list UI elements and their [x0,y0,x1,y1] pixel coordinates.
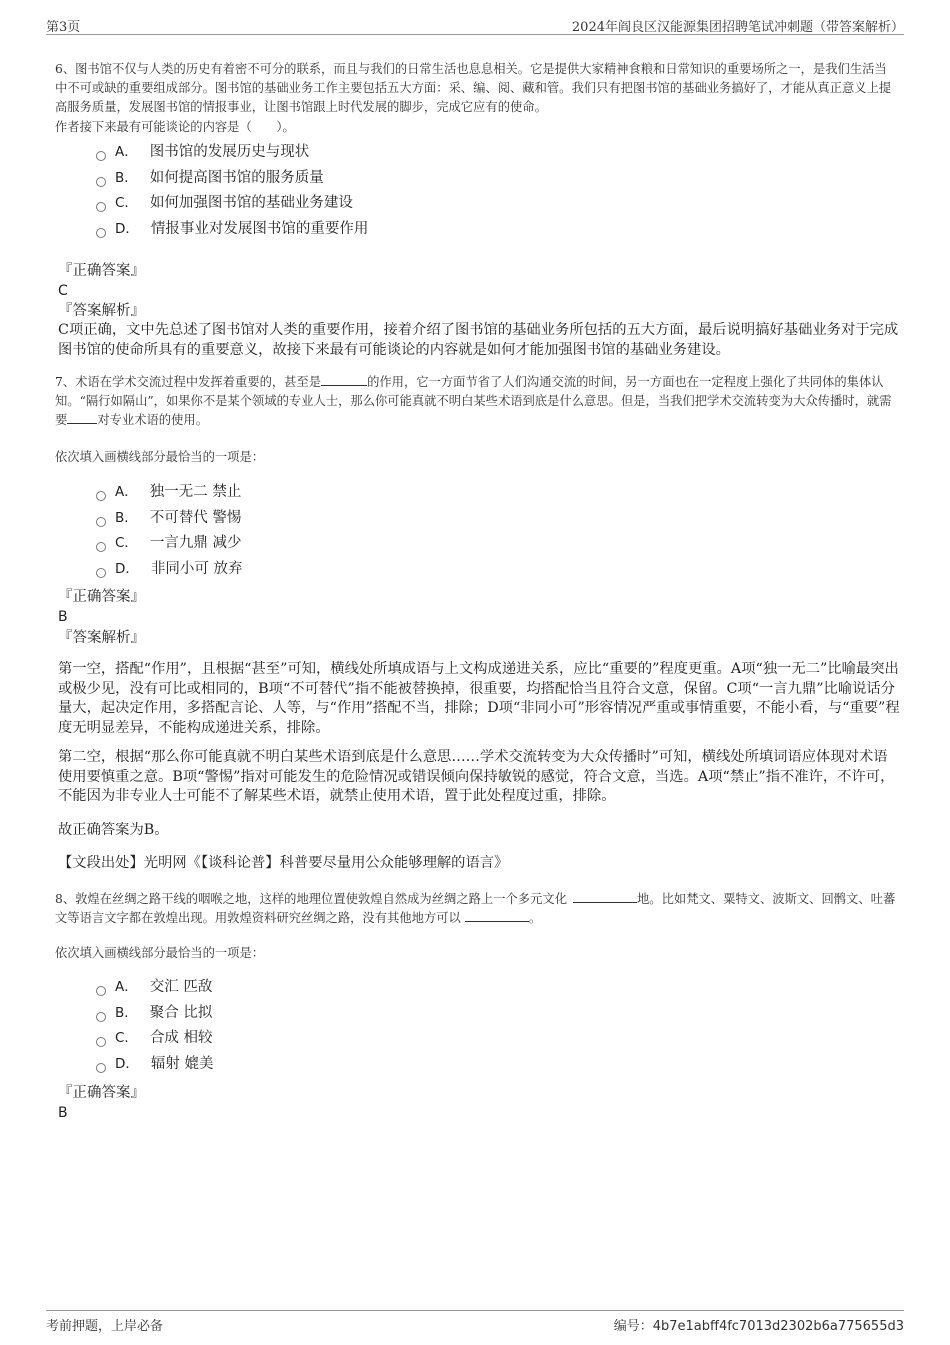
analysis-label: 『答案解析』 [58,303,145,319]
answer-value: B [58,609,68,625]
document-title: 2024年阎良区汉能源集团招聘笔试冲刺题（带答案解析） [571,20,904,35]
option-c[interactable] [96,1026,596,1052]
option-letter: C． [115,195,138,211]
option-letter: C． [115,1030,138,1046]
option-letter: B． [115,169,138,186]
option-letter: B． [115,509,138,526]
answer-q7 [58,587,900,874]
option-letter: B． [115,1004,138,1021]
question-prompt: 依次填入画横线部分最恰当的一项是： [55,946,265,960]
answer-q6 [58,261,900,360]
radio-icon[interactable] [96,542,106,552]
option-text: 图书馆的发展历史与现状 [149,144,310,160]
question-6 [55,60,897,135]
option-b[interactable] [96,166,596,192]
option-a[interactable] [96,480,596,506]
fill-blank [67,411,97,424]
option-c[interactable] [96,531,596,557]
radio-icon[interactable] [96,986,106,996]
option-text: 如何提高图书馆的服务质量 [149,169,324,186]
option-b[interactable] [96,1001,596,1027]
source-citation: 【文段出处】光明网《【谈科论普】科普要尽量用公众能够理解的语言》 [58,855,509,871]
page-header [46,14,904,35]
radio-icon[interactable] [96,177,106,187]
footer-slogan: 考前押题，上岸必备 [46,1319,164,1334]
option-letter: D． [115,1055,139,1072]
option-text: 一言九鼎 减少 [149,535,242,551]
analysis-paragraph: 第一空，搭配“作用”，且根据“甚至”可知，横线处所填成语与上文构成递进关系，应比“重要的”程度更重。A项“独一无二”比喻最突出或极少见，没有可比或相同的，B项“不可替代”指不能被替换掉，很重要，均搭配恰当且符合文意，保留。C项“一言九鼎”比喻说话分量大，起决定作用，多搭配言论、人等，与“作用”搭配不当，排除；D项“非同小可”形容情况严重或事情重要，不能小看，与“重要”程度无明显差异，不能构成递进关系，排除。 [58,661,900,736]
analysis-conclusion: 故正确答案为B。 [58,821,169,838]
fill-blank [573,890,637,903]
question-stem: 7、术语在学术交流过程中发挥着重要的，甚至是 的作用，它一方面节省了人们沟通交流的时间，另一方面也在一定程度上强化了共同体的集体认知。“隔行如隔山”，如果你不是某个领域的专业人士，那么你可能真就不明白某些术语到底是什么意思。但是，当我们把学术交流转变为大众传播时，就需要 对专业术语的使用。 [55,375,892,427]
radio-icon[interactable] [96,228,106,238]
answer-q8 [58,1083,900,1123]
question-8 [55,890,897,961]
analysis-text: C项正确，文中先总述了图书馆对人类的重要作用，接着介绍了图书馆的基础业务所包括的五大方面，最后说明搞好基础业务对于完成图书馆的使命所具有的重要意义，故接下来最有可能谈论的内容就是如何才能加强图书馆的基础业务建设。 [58,322,899,358]
document-code-value: 4b7e1abff4fc7013d2302b6a775655d3 [652,1319,904,1334]
option-a[interactable] [96,975,596,1001]
option-c[interactable] [96,191,596,217]
options-q7 [96,480,596,582]
option-letter: D． [115,560,139,577]
option-text: 不可替代 警惕 [149,509,242,526]
option-text: 非同小可 放弃 [150,560,243,577]
document-code: 编号：4b7e1abff4fc7013d2302b6a775655d3 [613,1319,904,1334]
option-text: 合成 相较 [149,1030,213,1046]
question-7 [55,373,897,465]
answer-value: B [58,1105,68,1121]
analysis-label: 『答案解析』 [58,630,145,646]
option-letter: A． [115,144,138,160]
radio-icon[interactable] [96,517,106,527]
page-footer [46,1310,904,1334]
question-stem: 6、图书馆不仅与人类的历史有着密不可分的联系，而且与我们的日常生活也息息相关。它是提供大家精神食粮和日常知识的重要场所之一，是我们生活当中不可或缺的重要组成部分。图书馆的基础业务工作主要包括五大方面：采、编、阅、藏和管。我们只有把图书馆的基础业务搞好了，才能从真正意义上提高服务质量，发展图书馆的情报事业，让图书馆跟上时代发展的脚步，完成它应有的使命。 [55,62,892,114]
option-letter: D． [115,220,139,237]
radio-icon[interactable] [96,491,106,501]
radio-icon[interactable] [96,151,106,161]
option-letter: A． [115,484,138,500]
option-text: 交汇 匹敌 [149,979,213,995]
radio-icon[interactable] [96,1012,106,1022]
answer-label: 『正确答案』 [58,589,145,605]
radio-icon[interactable] [96,568,106,578]
option-letter: A． [115,979,138,995]
option-letter: C． [115,535,138,551]
radio-icon[interactable] [96,1037,106,1047]
page-number: 第3页 [46,20,81,35]
question-stem: 8、敦煌在丝绸之路干线的咽喉之地，这样的地理位置使敦煌自然成为丝绸之路上一个多元文化 地。比如梵文、粟特文、波斯文、回鹘文、吐蕃文等语言文字都在敦煌出现。用敦煌资料研究丝绸之路，没有其他地方可以 。 [55,892,896,925]
fill-blank [321,373,367,386]
option-text: 辐射 媲美 [150,1055,214,1072]
option-b[interactable] [96,506,596,532]
radio-icon[interactable] [96,202,106,212]
option-d[interactable] [96,557,596,583]
options-q8 [96,975,596,1077]
option-text: 情报事业对发展图书馆的重要作用 [150,220,369,237]
question-prompt: 依次填入画横线部分最恰当的一项是： [55,450,265,464]
option-d[interactable] [96,217,596,243]
options-q6 [96,140,596,242]
radio-icon[interactable] [96,1063,106,1073]
option-d[interactable] [96,1052,596,1078]
analysis-paragraph: 第二空，根据“那么你可能真就不明白某些术语到底是什么意思……学术交流转变为大众传播时”可知，横线处所填词语应体现对术语使用要慎重之意。B项“警惕”指对可能发生的危险情况或错误倾向保持敏锐的感觉，符合文意，当选。A项“禁止”指不准许，不许可，不能因为非专业人士可能不了解某些术语，就禁止使用术语，置于此处程度过重，排除。 [58,749,895,804]
fill-blank [465,909,529,922]
option-a[interactable] [96,140,596,166]
answer-value: C [58,283,68,299]
answer-label: 『正确答案』 [58,1085,145,1101]
option-text: 如何加强图书馆的基础业务建设 [149,195,353,211]
answer-label: 『正确答案』 [58,263,145,279]
option-text: 聚合 比拟 [149,1004,213,1021]
question-prompt: 作者接下来最有可能谈论的内容是（ ）。 [55,120,295,134]
option-text: 独一无二 禁止 [149,484,242,500]
